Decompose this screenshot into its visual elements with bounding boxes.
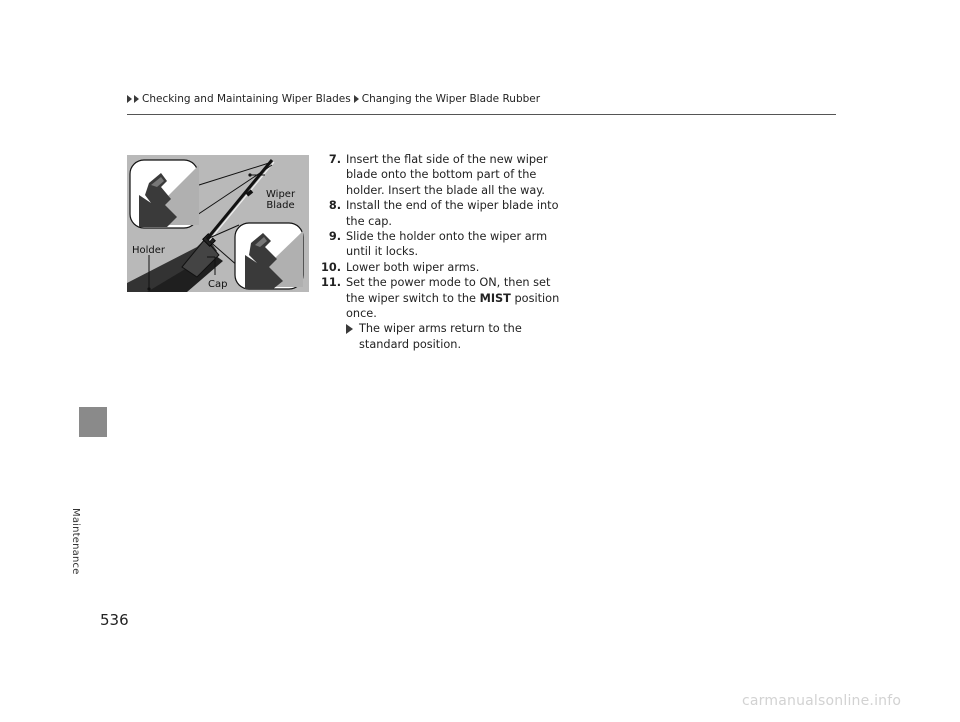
- step-number: 7.: [328, 153, 341, 166]
- header-divider: [127, 114, 836, 115]
- label-wiper-blade-line2: Blade: [266, 200, 295, 211]
- breadcrumb-arrow-icon: [127, 95, 132, 103]
- step-text: Slide the holder onto the wiper arm until it locks.: [346, 230, 548, 259]
- breadcrumb-arrow-icon: [134, 95, 139, 103]
- step-note: [307, 321, 562, 352]
- step-number: 11.: [320, 276, 341, 290]
- breadcrumb-item-current[interactable]: Changing the Wiper Blade Rubber: [361, 93, 541, 105]
- step-number: 10.: [320, 260, 341, 274]
- page-number: 536: [100, 611, 129, 629]
- step-item: [307, 198, 562, 229]
- step-number: 8.: [328, 199, 341, 213]
- label-wiper-blade: [266, 189, 295, 211]
- wiper-blade-illustration: [127, 155, 309, 292]
- step-text: Install the end of the wiper blade into the cap.: [346, 199, 559, 228]
- step-item: [307, 260, 562, 275]
- step-number: 9.: [328, 230, 341, 244]
- breadcrumb-item-section[interactable]: Checking and Maintaining Wiper Blades: [142, 93, 351, 105]
- instruction-steps: [307, 152, 562, 352]
- note-text: The wiper arms return to the standard position.: [359, 322, 522, 351]
- label-wiper-blade-line1: Wiper: [266, 189, 296, 200]
- step-text: Lower both wiper arms.: [346, 260, 480, 274]
- wiper-diagram: [127, 155, 309, 292]
- step-item: [307, 152, 562, 198]
- note-arrow-icon: [346, 324, 353, 334]
- step-text: Insert the flat side of the new wiper blade onto the bottom part of the holder. Insert the blade all the way.: [346, 153, 548, 197]
- step-item: [307, 275, 562, 321]
- label-holder: Holder: [132, 245, 166, 256]
- breadcrumb: [127, 93, 540, 105]
- watermark-text: carmanualsonline.info: [742, 693, 902, 709]
- step-text: [341, 275, 562, 321]
- step-item: [307, 229, 562, 260]
- chapter-tab-marker: [79, 407, 107, 437]
- breadcrumb-arrow-icon: [354, 95, 359, 103]
- step-text-after: position once.: [346, 291, 560, 321]
- mist-position-term: MIST: [479, 291, 511, 305]
- step-text-before: Set the power mode to ON, then set the wiper switch to the: [346, 276, 551, 305]
- label-cap: Cap: [208, 279, 228, 290]
- chapter-tab-label: Maintenance: [70, 508, 81, 575]
